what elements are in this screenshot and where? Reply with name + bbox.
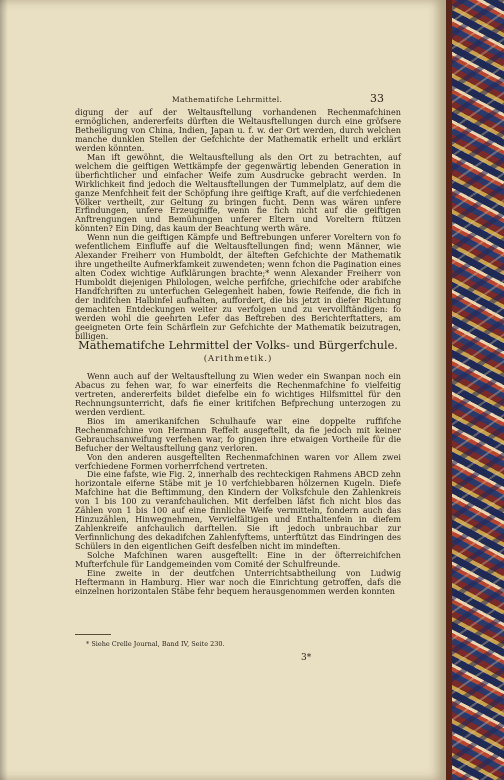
paragraph: digung der auf der Weltausftellung vorhandenen Rechenmafchinen ermöglichen, andererfeits dürften die Weltausftellungen durch eine gröfsere Betheiligung von China, Indien, Japan u. f. w. der Ort werden, durch welchen manche dunklen Stellen der Gefchichte der Mathematik erhellt und erklärt werden könnten.	[75, 107, 401, 153]
page-header	[0, 92, 446, 106]
section-subtitle: (Arithmetik.)	[203, 354, 273, 364]
paragraph: Wenn auch auf der Weltausftellung zu Wien weder ein Swanpan noch ein Abacus zu fehen war, fo war einerfeits die Rechenmafchine fo vielfeitig vertreten, andererfeits bildet diefelbe ein fo wichtiges Hilfsmittel für den Rechnungsunterricht, dafs fie einer kritifchen Befprechung unterzogen zu werden verdient.	[75, 371, 401, 417]
paragraph: Wenn nun die geiftigen Kämpfe und Beftrebungen unferer Voreltern von fo wefentlichem Einfluffe auf die Weltausftellungen find; wenn Männer, wie Alexander Freiherr von Humboldt, der älteften Gefchichte der Mathematik ihre ungetheilte Aufmerkfamkeit zuwendeten; wenn fchon die Pagination eines alten Codex wichtige Aufklärungen brachte;* wenn Alexander Freiherr von Humboldt diejenigen Philologen, welche perfifche, griechifche oder arabifche Handfchriften zu unterfuchen Gelegenheit haben, fowie Reifende, die fich in der indifchen Halbinfel aufhalten, auffordert, die bis jetzt in diefer Richtung gemachten Entdeckungen weiter zu verfolgen und zu vervollftändigen: fo werden wohl die geehrten Lefer das Beftreben des Berichterftatters, am geeigneten Orte fein Schärflein zur Gefchichte der Mathematik beizutragen, billigen.	[75, 232, 401, 341]
footnote-rule	[75, 634, 111, 635]
footnote: * Siehe Crelle Journal, Band IV, Seite 230.	[86, 640, 225, 648]
signature-mark: 3*	[301, 653, 312, 663]
paragraph: Man ift gewöhnt, die Weltausftellung als den Ort zu betrachten, auf welchem die geiftigen Wettkämpfe der gegenwärtig lebenden Generation in überfichtlicher und einfacher Weife zum Ausdrucke gebracht werden. In Wirklichkeit find jedoch die Weltausftellungen der Tummelplatz, auf dem die ganze Menfchheit feit der Schöpfung ihre geiftige Kraft, auf die verfchiedenen Völker vertheilt, zur Geltung zu bringen fucht. Denn was wären unfere Erfindungen, unfere Erzeugniffe, wenn fie fich nicht auf die geiftigen Anftrengungen und Bemühungen unferer Eltern und Voreltern ftützen könnten? Ein Ding, das kaum der Beachtung werth wäre.	[75, 151, 401, 234]
page-number: 33	[370, 92, 384, 105]
section-title: Mathematifche Lehrmittel der Volks- und Bürgerfchule.	[78, 339, 398, 352]
paragraph: Von den anderen ausgeftellten Rechenmafchinen waren vor Allem zwei verfchiedene Formen vorherrfchend vertreten.	[75, 451, 401, 471]
paragraph: Bios im amerikanifchen Schulhaufe war eine doppelte ruffifche Rechenmafchine von Hermann Reffelt ausgeftellt, da fie jedoch mit keiner Gebrauchsanweifung verfehen war, fo gingen ihre etwaigen Vortheile für die Befucher der Weltausftellung ganz verloren.	[75, 415, 401, 453]
body-text-bottom	[75, 372, 401, 596]
running-head: Mathematifche Lehrmittel.	[172, 95, 283, 104]
marbled-edge	[452, 0, 504, 780]
paragraph: Eine zweite in der deutfchen Unterrichtsabtheilung von Ludwig Heftermann in Hamburg. Hier war noch die Einrichtung getroffen, dafs die einzelnen horizontalen Stäbe fehr bequem herausgenommen werden konnten	[75, 567, 401, 596]
paragraph: Die eine fafste, wie Fig. 2, innerhalb des rechteckigen Rahmens ABCD zehn horizontale eiferne Stäbe mit je 10 verfchiebbaren hölzernen Kugeln. Diefe Mafchine hat die Beftimmung, den Kindern der Volksfchule den Zahlenkreis von 1 bis 100 zu veranfchaulichen. Mit derfelben läfst fich nicht blos das Zählen von 1 bis 100 auf eine finnliche Weife vermitteln, fondern auch das Hinzuzählen, Hinwegnehmen, Vervielfältigen und Enthaltenfein in diefem Zahlenkreife anfchaulich darftellen. Sie ift jedoch unbrauchbar zur Verfinnlichung des dekadifchen Zahlenfyftems, unterftützt das Eindringen des Schülers in den eigentlichen Geift desfelben nicht im mindeften.	[75, 469, 401, 552]
paragraph: Solche Mafchinen waren ausgeftellt: Eine in der öfterreichifchen Mufterfchule für Landgemeinden vom Comité der Schulfreunde.	[75, 550, 401, 570]
body-text-top	[75, 108, 401, 341]
